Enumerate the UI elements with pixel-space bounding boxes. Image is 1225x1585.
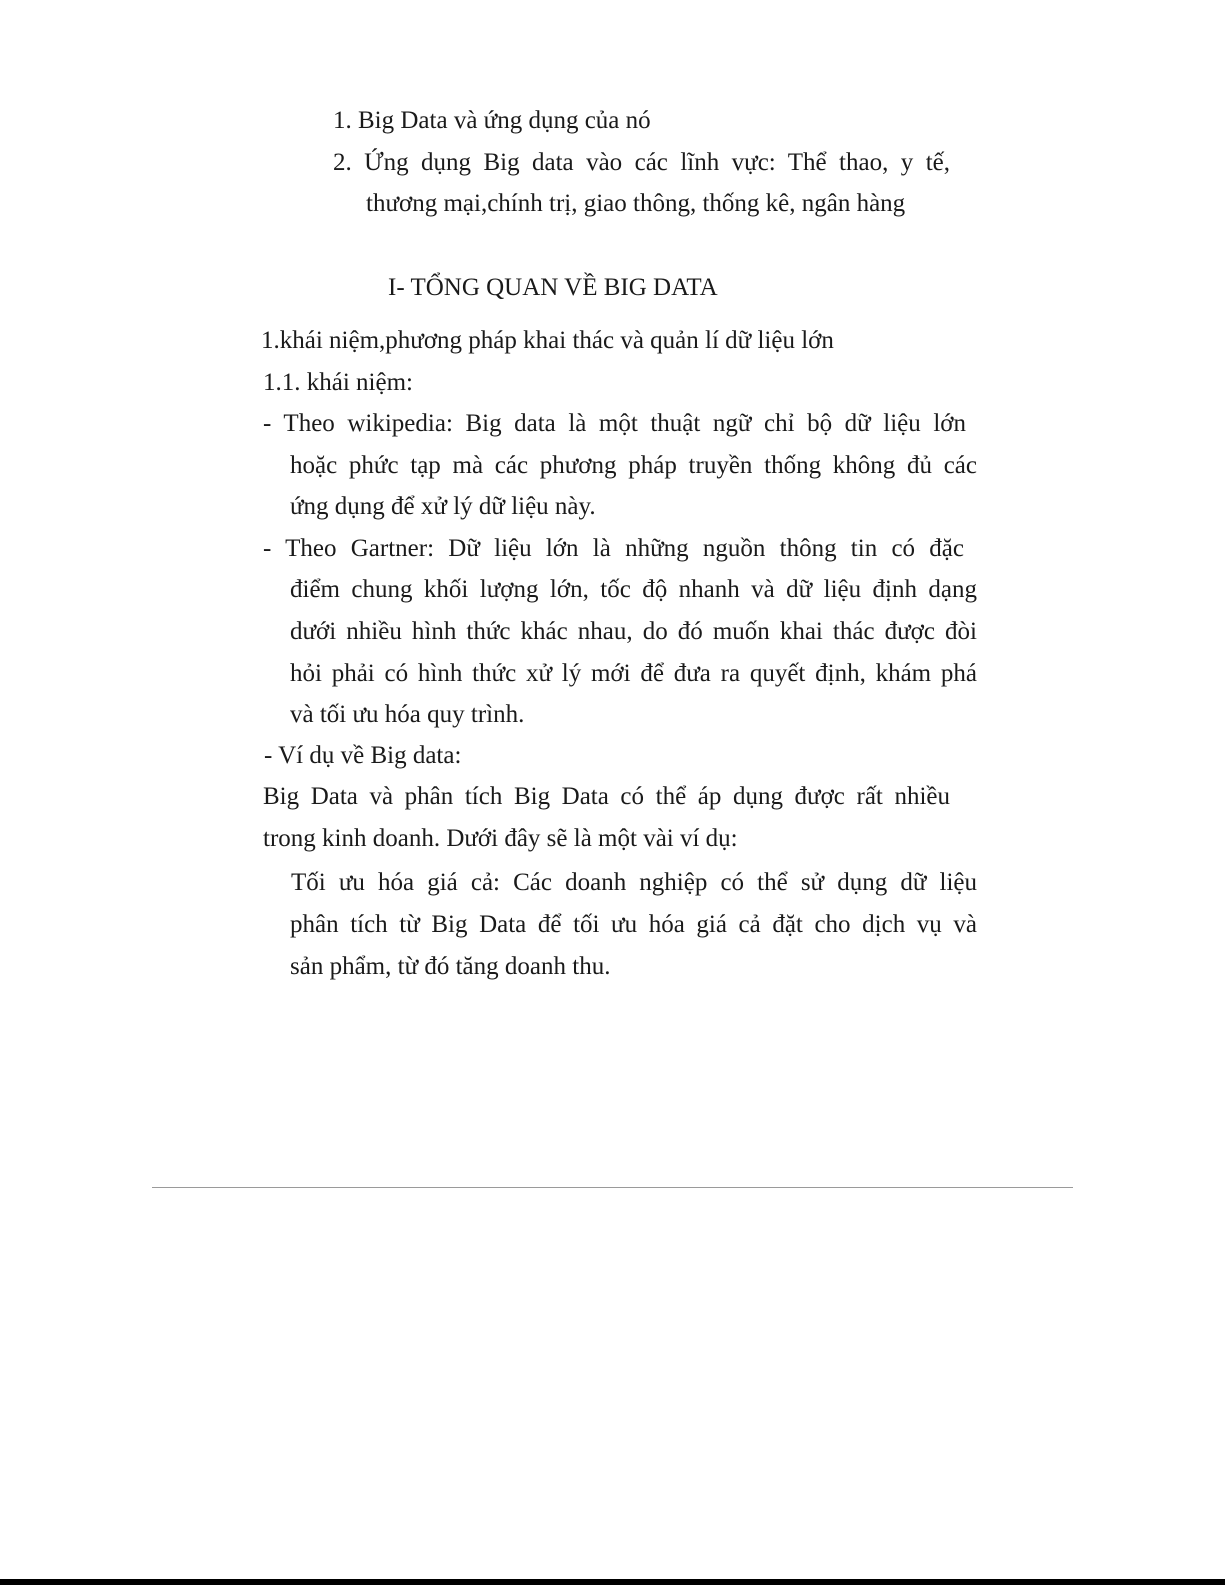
gartner-definition-line-5: và tối ưu hóa quy trình. — [290, 701, 525, 728]
intro-line-2: trong kinh doanh. Dưới đây sẽ là một vài ví dụ: — [263, 825, 738, 852]
gartner-definition-line-1: - Theo Gartner: Dữ liệu lớn là những nguồn thông tin có đặc — [263, 535, 964, 562]
wikipedia-definition-line-1: - Theo wikipedia: Big data là một thuật ngữ chỉ bộ dữ liệu lớn — [263, 410, 966, 437]
page-bottom-edge — [0, 1579, 1225, 1585]
bullet-1-line-2: phân tích từ Big Data để tối ưu hóa giá cả đặt cho dịch vụ và — [290, 911, 977, 938]
bullet-1-line-1: Tối ưu hóa giá cả: Các doanh nghiệp có thể sử dụng dữ liệu — [291, 869, 977, 896]
gartner-definition-line-4: hỏi phải có hình thức xử lý mới để đưa ra quyết định, khám phá — [290, 660, 977, 687]
page-divider — [152, 1187, 1073, 1188]
subheading-1-1: 1.1. khái niệm: — [263, 369, 413, 396]
intro-line-1: Big Data và phân tích Big Data có thể áp dụng được rất nhiều — [263, 783, 950, 810]
subheading-1: 1.khái niệm,phương pháp khai thác và quản lí dữ liệu lớn — [261, 327, 834, 354]
bullet-1-line-3: sản phẩm, từ đó tăng doanh thu. — [290, 953, 611, 980]
toc-item-2-line-1: 2. Ứng dụng Big data vào các lĩnh vực: Thể thao, y tế, — [333, 149, 950, 176]
gartner-definition-line-2: điểm chung khối lượng lớn, tốc độ nhanh và dữ liệu định dạng — [290, 576, 977, 603]
toc-item-2-line-2: thương mại,chính trị, giao thông, thống kê, ngân hàng — [366, 190, 906, 217]
wikipedia-definition-line-2: hoặc phức tạp mà các phương pháp truyền thống không đủ các — [290, 452, 977, 479]
section-heading: I- TỔNG QUAN VỀ BIG DATA — [388, 274, 718, 301]
gartner-definition-line-3: dưới nhiều hình thức khác nhau, do đó muốn khai thác được đòi — [290, 618, 977, 645]
wikipedia-definition-line-3: ứng dụng để xử lý dữ liệu này. — [290, 493, 596, 520]
toc-item-1: 1. Big Data và ứng dụng của nó — [333, 107, 651, 134]
example-heading: - Ví dụ về Big data: — [264, 742, 462, 769]
